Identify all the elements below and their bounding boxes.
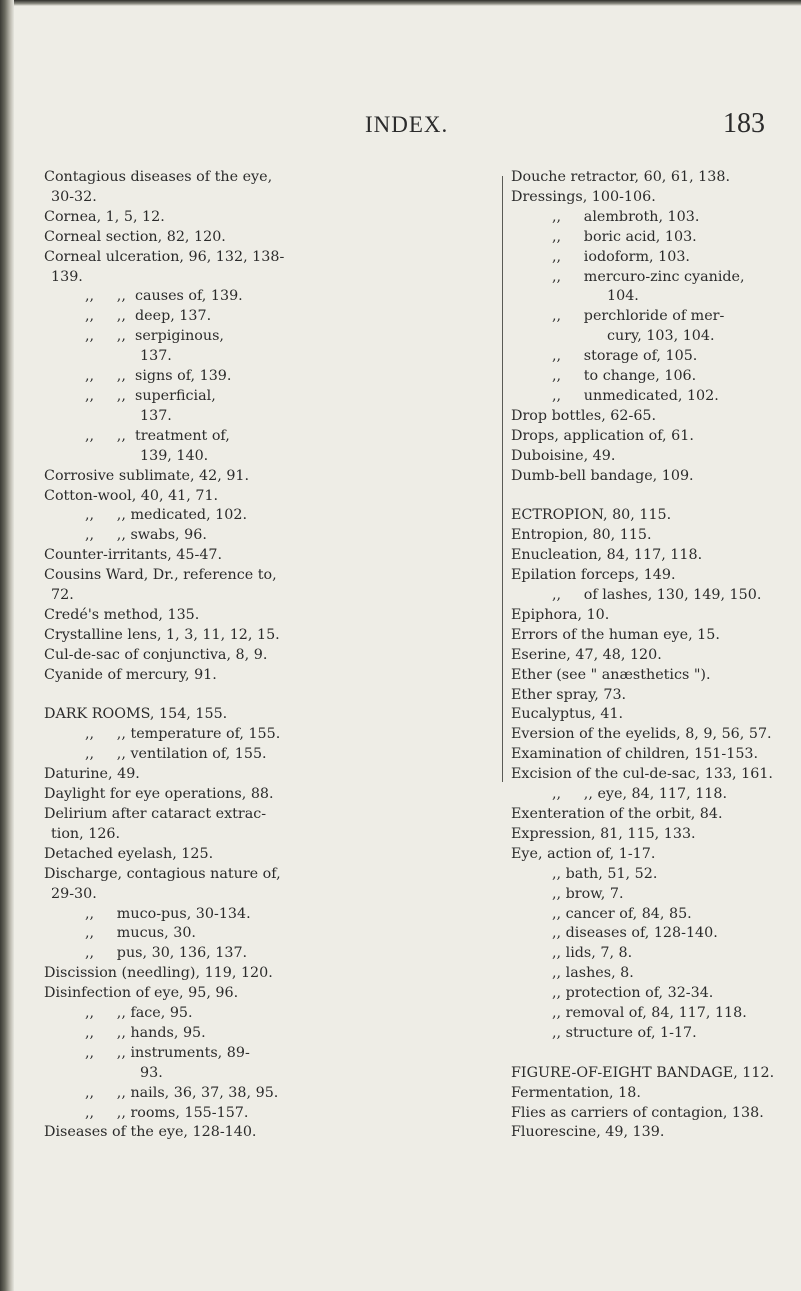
index-entry (44, 984, 498, 1004)
index-entry (511, 1064, 787, 1084)
index-entry (44, 228, 498, 248)
page-number: 183 (723, 108, 765, 139)
index-entry (511, 168, 787, 188)
index-entry (44, 506, 498, 526)
index-entry (511, 686, 787, 706)
index-entry-text: Detached eyelash, 125. (44, 845, 214, 862)
index-entry-text: ,, storage of, 105. (552, 348, 698, 365)
index-entry-text: Errors of the human eye, 15. (511, 626, 720, 643)
index-entry (44, 1004, 498, 1024)
index-entry (511, 606, 787, 626)
index-entry (44, 1044, 498, 1084)
index-entry-text: Excision of the cul-de-sac, 133, 161. (511, 766, 773, 783)
index-entry-text: ,, lids, 7, 8. (552, 945, 633, 962)
index-entry (44, 367, 498, 387)
index-entry (511, 367, 787, 387)
index-entry-text: Ether spray, 73. (511, 686, 627, 703)
index-entry-text: Eversion of the eyelids, 8, 9, 56, 57. (511, 726, 772, 743)
index-entry-text: Epiphora, 10. (511, 606, 610, 623)
index-entry-text: ,, protection of, 32-34. (552, 985, 714, 1002)
index-entry-text: ,, ,, face, 95. (85, 1005, 193, 1022)
index-entry-text: ,, ,, causes of, 139. (85, 288, 243, 305)
index-entry (44, 905, 498, 925)
index-entry-text: ,, boric acid, 103. (552, 228, 697, 245)
index-entry-text: ,, unmedicated, 102. (552, 387, 719, 404)
index-entry-text: Eserine, 47, 48, 120. (511, 646, 662, 663)
index-entry-text: Drop bottles, 62-65. (511, 407, 657, 424)
index-entry-continuation: 137. (140, 348, 172, 365)
index-entry (44, 1084, 498, 1104)
index-entry-text: Contagious diseases of the eye, (44, 169, 273, 185)
index-entry-text: Disinfection of eye, 95, 96. (44, 985, 239, 1002)
book-binding-edge (0, 0, 14, 1291)
index-entry (511, 666, 787, 686)
index-entry-text: ,, mucus, 30. (85, 925, 196, 942)
index-entry (511, 228, 787, 248)
index-entry (511, 865, 787, 885)
index-entry (511, 705, 787, 725)
index-entry-text: Epilation forceps, 149. (511, 567, 676, 584)
index-entry-text: ,, cancer of, 84, 85. (552, 905, 692, 922)
index-entry-continuation: cury, 103, 104. (607, 328, 715, 345)
index-entry-text: ,, ,, hands, 95. (85, 1024, 206, 1041)
section-gap (44, 686, 498, 706)
index-entry-text: ,, ,, nails, 36, 37, 38, 95. (85, 1084, 279, 1101)
index-entry (511, 745, 787, 765)
index-entry (511, 566, 787, 586)
index-entry (44, 487, 498, 507)
index-entry (44, 168, 498, 208)
index-entry-text: Cyanide of mercury, 91. (44, 666, 217, 683)
index-entry (511, 765, 787, 785)
index-entry-text: ,, muco-pus, 30-134. (85, 905, 251, 922)
index-entry (511, 188, 787, 208)
index-entry (44, 1024, 498, 1044)
index-entry (511, 506, 787, 526)
index-entry (511, 586, 787, 606)
index-entry (511, 984, 787, 1004)
index-entry-text: Daylight for eye operations, 88. (44, 786, 274, 803)
index-entry (511, 1084, 787, 1104)
index-entry (511, 885, 787, 905)
index-entry-continuation: 29-30. (51, 885, 97, 902)
index-entry-text: ECTROPION, 80, 115. (511, 507, 672, 524)
index-entry-text: Drops, application of, 61. (511, 427, 694, 444)
running-header (0, 108, 801, 148)
index-entry (511, 1024, 787, 1044)
index-entry (511, 626, 787, 646)
index-entry-text: ,, to change, 106. (552, 368, 697, 385)
index-entry-text: Douche retractor, 60, 61, 138. (511, 169, 731, 185)
index-entry (511, 1123, 787, 1143)
index-entry-text: ,, ,, deep, 137. (85, 308, 212, 325)
index-entry (44, 327, 498, 367)
index-entry-text: Cul-de-sac of conjunctiva, 8, 9. (44, 646, 268, 663)
index-entry-text: Corrosive sublimate, 42, 91. (44, 467, 250, 484)
index-entry (511, 248, 787, 268)
index-entry (511, 526, 787, 546)
running-title: INDEX. (365, 112, 449, 137)
index-entry (511, 1004, 787, 1024)
index-entry (511, 924, 787, 944)
index-entry-text: Dumb-bell bandage, 109. (511, 467, 694, 484)
index-entry-text: ,, iodoform, 103. (552, 248, 690, 265)
index-entry (44, 546, 498, 566)
index-entry (44, 1104, 498, 1124)
index-entry (44, 566, 498, 606)
index-entry (511, 825, 787, 845)
index-entry (44, 387, 498, 427)
index-entry (44, 467, 498, 487)
index-entry (44, 924, 498, 944)
index-entry-text: ,, ,, swabs, 96. (85, 527, 207, 544)
index-entry-text: Expression, 81, 115, 133. (511, 825, 696, 842)
index-entry (44, 1123, 498, 1143)
index-entry-continuation: 30-32. (51, 188, 97, 205)
index-entry-text: ,, ,, eye, 84, 117, 118. (552, 786, 728, 803)
index-entry (44, 845, 498, 865)
index-entry (511, 307, 787, 347)
index-entry (44, 646, 498, 666)
index-entry (44, 208, 498, 228)
index-entry (44, 705, 498, 725)
index-entry-text: Ether (see " anæsthetics "). (511, 666, 711, 683)
index-entry (511, 427, 787, 447)
index-entry (44, 865, 498, 905)
index-column-right (511, 168, 787, 1143)
section-gap (511, 487, 787, 507)
index-entry-text: ,, ,, rooms, 155-157. (85, 1104, 249, 1121)
index-entry-text: Corneal section, 82, 120. (44, 228, 226, 245)
section-gap (511, 1044, 787, 1064)
index-entry-continuation: tion, 126. (51, 825, 121, 842)
index-entry-continuation: 137. (140, 407, 172, 424)
index-entry (511, 387, 787, 407)
index-entry-text: Duboisine, 49. (511, 447, 616, 464)
index-entry-text: Discharge, contagious nature of, (44, 865, 281, 882)
column-divider (502, 176, 503, 782)
index-entry-text: Eye, action of, 1-17. (511, 845, 656, 862)
index-entry (511, 208, 787, 228)
index-entry-text: Cornea, 1, 5, 12. (44, 208, 165, 225)
index-entry-continuation: 93. (140, 1064, 163, 1081)
index-entry-text: DARK ROOMS, 154, 155. (44, 706, 228, 723)
index-entry-text: ,, ,, instruments, 89- (85, 1044, 250, 1061)
index-entry-text: ,, ,, treatment of, (85, 427, 230, 444)
index-entry-text: Counter-irritants, 45-47. (44, 547, 223, 564)
index-entry (44, 805, 498, 845)
index-entry (44, 725, 498, 745)
index-entry (44, 944, 498, 964)
top-page-edge (0, 0, 801, 6)
index-entry-text: ,, ,, ventilation of, 155. (85, 746, 267, 763)
index-entry (44, 745, 498, 765)
index-entry-text: ,, ,, medicated, 102. (85, 507, 247, 524)
index-entry (511, 347, 787, 367)
index-entry (44, 666, 498, 686)
index-entry-text: Delirium after cataract extrac- (44, 805, 267, 822)
index-entry (511, 268, 787, 308)
index-entry-text: ,, mercuro-zinc cyanide, (552, 268, 745, 285)
index-entry (44, 765, 498, 785)
index-entry (511, 944, 787, 964)
index-entry-continuation: 139. (51, 268, 83, 285)
index-entry (511, 964, 787, 984)
index-entry-continuation: 72. (51, 587, 74, 604)
index-entry (511, 905, 787, 925)
index-entry (44, 626, 498, 646)
index-entry-text: Flies as carriers of contagion, 138. (511, 1104, 764, 1121)
index-entry (44, 785, 498, 805)
index-entry-text: ,, bath, 51, 52. (552, 865, 658, 882)
index-entry-text: Fluorescine, 49, 139. (511, 1124, 665, 1141)
index-entry-text: ,, brow, 7. (552, 885, 624, 902)
index-entry-text: ,, ,, serpiginous, (85, 328, 224, 345)
index-entry-text: Discission (needling), 119, 120. (44, 965, 273, 982)
index-entry (44, 307, 498, 327)
index-entry-text: Exenteration of the orbit, 84. (511, 805, 723, 822)
index-entry-text: ,, lashes, 8. (552, 965, 634, 982)
index-entry (511, 785, 787, 805)
index-entry-text: Crystalline lens, 1, 3, 11, 12, 15. (44, 626, 280, 643)
index-entry (511, 407, 787, 427)
index-entry-text: Enucleation, 84, 117, 118. (511, 547, 703, 564)
index-entry-text: Cousins Ward, Dr., reference to, (44, 567, 277, 584)
index-entry (44, 606, 498, 626)
index-entry-continuation: 104. (607, 288, 639, 305)
index-entry (44, 964, 498, 984)
index-entry (44, 526, 498, 546)
index-entry (511, 725, 787, 745)
index-entry (511, 646, 787, 666)
index-entry-text: ,, diseases of, 128-140. (552, 925, 718, 942)
index-entry-text: ,, removal of, 84, 117, 118. (552, 1005, 747, 1022)
index-entry-text: Corneal ulceration, 96, 132, 138- (44, 248, 285, 265)
index-entry (511, 447, 787, 467)
index-entry-continuation: 139, 140. (140, 447, 209, 464)
index-entry-text: ,, pus, 30, 136, 137. (85, 945, 248, 962)
index-entry-text: ,, ,, superficial, (85, 387, 216, 404)
index-entry (511, 1104, 787, 1124)
index-entry-text: Daturine, 49. (44, 766, 140, 783)
index-entry-text: ,, of lashes, 130, 149, 150. (552, 587, 762, 604)
index-entry (511, 805, 787, 825)
index-entry (511, 467, 787, 487)
index-entry-text: FIGURE-OF-EIGHT BANDAGE, 112. (511, 1064, 775, 1081)
index-entry (511, 845, 787, 865)
index-entry-text: Fermentation, 18. (511, 1084, 641, 1101)
index-entry (44, 248, 498, 288)
index-entry-text: Entropion, 80, 115. (511, 527, 652, 544)
index-entry-text: ,, ,, temperature of, 155. (85, 726, 281, 743)
index-entry-text: ,, perchloride of mer- (552, 308, 725, 325)
index-column-left (44, 168, 498, 1143)
index-entry-text: Examination of children, 151-153. (511, 746, 759, 763)
index-entry-text: ,, alembroth, 103. (552, 208, 700, 225)
index-entry-text: Dressings, 100-106. (511, 188, 656, 205)
index-entry-text: Cotton-wool, 40, 41, 71. (44, 487, 219, 504)
index-entry-text: Eucalyptus, 41. (511, 706, 624, 723)
index-entry (511, 546, 787, 566)
index-entry (44, 287, 498, 307)
index-entry-text: Diseases of the eye, 128-140. (44, 1124, 257, 1141)
index-entry (44, 427, 498, 467)
index-entry-text: Credé's method, 135. (44, 606, 200, 623)
index-entry-text: ,, ,, signs of, 139. (85, 368, 232, 385)
index-entry-text: ,, structure of, 1-17. (552, 1024, 697, 1041)
